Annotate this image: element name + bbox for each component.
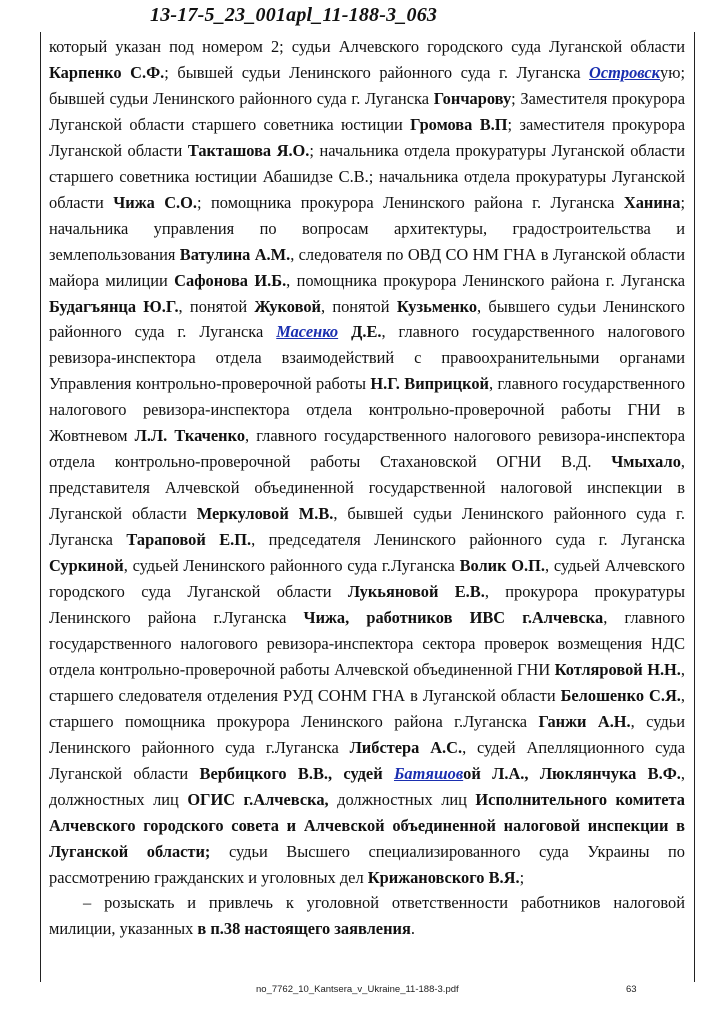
body-text: ; <box>519 867 525 887</box>
bold-name-text: Чижа, работников ИВС г.Алчевска <box>303 607 604 627</box>
body-text: , представителя Алчевской объединенной государственной налоговой инспекции в Луганской области <box>49 452 685 524</box>
body-text: , судьей Алчевского городского суда Луганской области <box>49 556 685 602</box>
bold-name-text: ОГИС г.Алчевска, <box>187 789 329 809</box>
body-text: ую; бывшей судьи Ленинского районного суда г. Луганска <box>49 62 685 108</box>
body-text: должностных лиц <box>328 789 476 809</box>
body-text: , старшего помощника прокурора Ленинского района г.Луганска <box>49 685 685 731</box>
bold-name-text: в п.38 настоящего заявления <box>197 919 411 939</box>
bold-name-text: Чижа С.О. <box>113 192 197 212</box>
body-text: , судей Апелляционного суда Луганской области <box>49 737 685 783</box>
body-text: , прокурора прокуратуры Ленинского района г.Луганска <box>49 582 686 627</box>
bold-name-text: Н.Г. Виприцкой <box>370 374 489 394</box>
bold-name-text: Громова В.П <box>410 114 508 134</box>
bold-name-text: Сафонова И.Б. <box>174 270 287 290</box>
bold-name-text: ой Л.А., Люклянчука В.Ф. <box>463 763 681 783</box>
bold-name-text: Д.Е. <box>351 322 382 342</box>
bold-name-text: Карпенко С.Ф. <box>49 62 165 82</box>
bold-name-text: Волик О.П. <box>459 556 546 576</box>
bold-name-text: Котляровой Н.Н. <box>554 659 681 679</box>
bold-name-text: Ганжи А.Н. <box>538 711 631 731</box>
body-text: который указан под номером 2; судьи Алчевского городского суда Луганской области <box>49 37 685 56</box>
body-text: , главного государственного налогового ревизора-инспектора сектора проверок возмещения НДС отдела контрольно-проверочной работы Алчевской объединенной ГНИ <box>49 607 686 679</box>
body-text: , судьи Ленинского районного суда г.Луганска <box>49 711 685 757</box>
footer-filename: no_7762_10_Kantsera_v_Ukraine_11-188-3.pdf <box>256 984 459 995</box>
bold-name-text: Либстера А.С. <box>349 737 463 757</box>
body-text: , главного государственного налогового ревизора-инспектора отдела взаимодействий с правоохранительными органами Управления контрольно-проверочной работы <box>49 322 685 394</box>
paragraph-request <box>49 890 685 942</box>
document-header-title: 13-17-5_23_001apl_11-188-3_063 <box>150 4 438 26</box>
bold-name-text: Жуковой <box>254 296 321 316</box>
bold-name-text: Будагъянца Ю.Г. <box>49 296 179 316</box>
bold-name-text: Лукьяновой Е.В. <box>347 582 485 602</box>
bold-name-text: Крижановского В.Я. <box>367 867 520 887</box>
bold-name-text: Такташова Я.О. <box>187 140 310 160</box>
body-text: , главного государственного налогового ревизора-инспектора отдела контрольно-проверочной работы Стахановской ОГНИ В.Д. <box>49 426 685 472</box>
bold-name-text: Кузьменко <box>396 296 478 316</box>
body-text: , понятой <box>320 296 397 316</box>
body-text: , понятой <box>178 296 255 316</box>
bold-name-text: Исполнительного комитета Алчевского городского совета и Алчевской объединенной налоговой инспекции в Луганской области; <box>49 789 685 861</box>
document-body <box>49 34 685 942</box>
bold-name-text: Тараповой Е.П. <box>126 530 252 550</box>
bold-name-text: Л.Л. Ткаченко <box>134 426 246 446</box>
person-name-link[interactable]: Масенко <box>276 322 339 342</box>
paragraph-persons-list <box>49 34 685 890</box>
body-text: судьи Высшего специализированного суда Украины по рассмотрению гражданских и уголовных дел <box>49 841 685 887</box>
body-text: , старшего следователя отделения РУД СОНМ ГНА в Луганской области <box>49 659 685 705</box>
bold-name-text: Белошенко С.Я. <box>560 685 681 705</box>
body-text: , должностных лиц <box>49 763 686 809</box>
body-text: ; заместителя прокурора Луганской области <box>49 114 685 160</box>
bold-name-text: Суркиной <box>49 556 124 576</box>
person-name-link[interactable]: Островск <box>589 62 660 82</box>
body-text: ; начальника отдела прокуратуры Луганской области старшего советника юстиции Абашидзе С.В.; начальника отдела прокуратуры Луганской области <box>49 140 685 212</box>
body-text: – розыскать и привлечь к уголовной ответственности работников налоговой милиции, указанных <box>49 893 685 939</box>
body-text: . <box>410 919 415 939</box>
body-text <box>338 322 351 341</box>
bold-name-text: Меркуловой М.В. <box>196 504 334 524</box>
bold-name-text: Гончарову <box>433 88 512 108</box>
bold-name-text: Вербицкого В.В., судей <box>199 763 394 783</box>
bold-name-text: Ханина <box>623 192 681 212</box>
body-text: ; начальника управления по вопросам архитектуры, градостроительства и землепользования <box>49 192 686 264</box>
page-footer <box>0 980 724 1000</box>
body-text: , судьей Ленинского районного суда г.Луганска <box>123 556 460 576</box>
body-text: , бывшей судьи Ленинского районного суда г. Луганска <box>49 504 686 550</box>
body-text: , бывшего судьи Ленинского районного суда г. Луганска <box>49 296 686 342</box>
body-text: , помощника прокурора Ленинского района г. Луганска <box>286 270 685 290</box>
person-name-link[interactable]: Батяшов <box>393 763 464 783</box>
bold-name-text: Ватулина А.М. <box>179 244 291 264</box>
bold-name-text: Чмыхало <box>611 452 681 472</box>
body-text: ; Заместителя прокурора Луганской области старшего советника юстиции <box>49 88 685 134</box>
body-text: , главного государственного налогового ревизора-инспектора отдела контрольно-проверочной работы ГНИ в Жовтневом <box>49 374 686 446</box>
body-text: , председателя Ленинского районного суда г. Луганска <box>251 530 686 550</box>
footer-page-number: 63 <box>626 984 637 995</box>
body-text: ; помощника прокурора Ленинского района г. Луганска <box>196 192 624 212</box>
body-text: ; бывшей судьи Ленинского районного суда г. Луганска <box>164 62 590 82</box>
body-text: , следователя по ОВД СО НМ ГНА в Луганской области майора милиции <box>49 244 685 290</box>
